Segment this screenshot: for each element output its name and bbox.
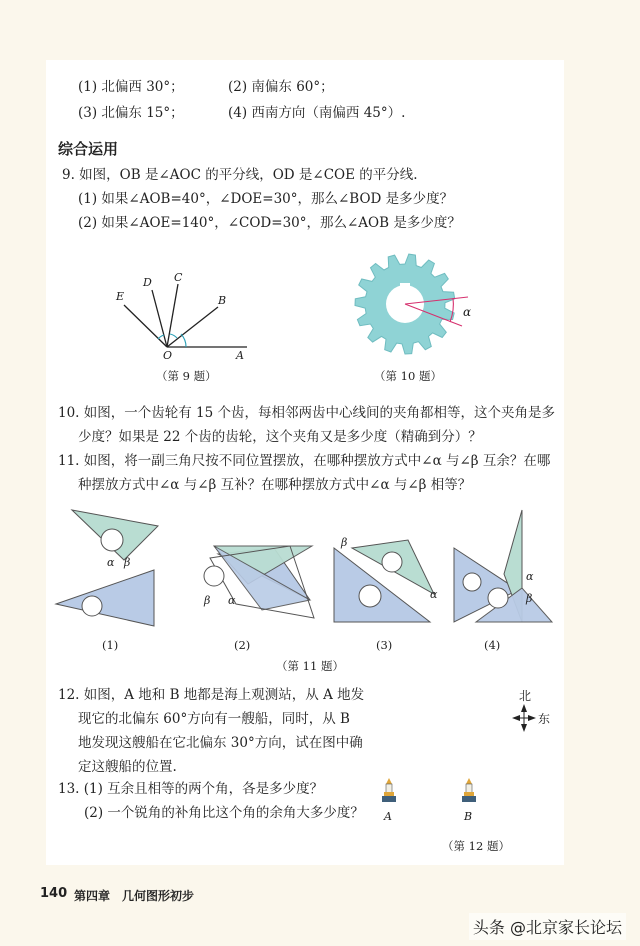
fig11-2-alpha: α	[228, 594, 236, 607]
answer-1: (1) 北偏西 30°；	[78, 79, 184, 95]
fig9-label-d: D	[143, 276, 152, 289]
fig11-3-beta: β	[341, 536, 348, 549]
q9-line2: (1) 如果∠AOB=40°，∠DOE=30°，那么∠BOD 是多少度？	[78, 191, 454, 207]
figure-11	[52, 500, 562, 660]
figure-12	[376, 774, 486, 826]
tower-a-icon	[382, 778, 396, 802]
fig9-label-b: B	[218, 294, 227, 307]
q12-line4: 定这艘船的位置.	[78, 759, 177, 775]
tower-b-icon	[462, 778, 476, 802]
q12-line2: 现它的北偏东 60°方向有一艘船，同时，从 B	[78, 711, 350, 727]
fig9-caption: （第 9 题）	[156, 369, 217, 383]
answer-4: (4) 西南方向（南偏西 45°）.	[228, 105, 406, 121]
fig11-caption: （第 11 题）	[276, 659, 344, 673]
fig9-label-e: E	[116, 290, 125, 303]
fig12-label-a: A	[384, 810, 392, 823]
fig12-caption: （第 12 题）	[442, 839, 510, 853]
fig11-sub-caption-3: (3)	[376, 638, 393, 652]
q13-line1: 13. (1) 互余且相等的两个角，各是多少度？	[58, 781, 324, 797]
section-title: 综合运用	[58, 140, 119, 158]
compass-east: 东	[538, 712, 551, 726]
fig11-3-alpha: α	[430, 588, 438, 601]
fig12-label-b: B	[464, 810, 473, 823]
fig11-sub-caption-4: (4)	[484, 638, 501, 652]
fig11-1-alpha: α	[107, 556, 115, 569]
fig11-1-beta: β	[124, 556, 131, 569]
fig11-4-beta: β	[526, 592, 533, 605]
fig11-2-beta: β	[204, 594, 211, 607]
q10-line1: 10. 如图，一个齿轮有 15 个齿，每相邻两齿中心线间的夹角都相等，这个夹角是多	[58, 405, 556, 421]
figure-10	[340, 250, 480, 360]
answer-3: (3) 北偏东 15°；	[78, 105, 184, 121]
fig9-label-o: O	[163, 349, 173, 362]
fig10-caption: （第 10 题）	[374, 369, 442, 383]
figure-9	[110, 262, 260, 362]
q9-line3: (2) 如果∠AOE=140°，∠COD=30°，那么∠AOB 是多少度？	[78, 215, 461, 231]
watermark: 头条 @北京家长论坛	[469, 913, 626, 940]
page-number: 140	[40, 886, 68, 901]
chapter-title: 第四章 几何图形初步	[74, 889, 195, 903]
q11-line2: 种摆放方式中∠α 与∠β 互补？在哪种摆放方式中∠α 与∠β 相等？	[78, 477, 472, 493]
fig9-label-a: A	[236, 349, 244, 362]
compass-icon	[506, 686, 554, 738]
q12-line1: 12. 如图，A 地和 B 地都是海上观测站，从 A 地发	[58, 687, 365, 703]
fig11-sub-caption-2: (2)	[234, 638, 251, 652]
answer-2: (2) 南偏东 60°；	[228, 79, 334, 95]
q11-line1: 11. 如图，将一副三角尺按不同位置摆放，在哪种摆放方式中∠α 与∠β 互余？在哪	[58, 453, 551, 469]
fig11-4-alpha: α	[526, 570, 534, 583]
fig11-sub-caption-1: (1)	[102, 638, 119, 652]
q10-line2: 少度？如果是 22 个齿的齿轮，这个夹角又是多少度（精确到分）？	[78, 429, 482, 445]
fig9-label-c: C	[174, 271, 183, 284]
compass-north: 北	[519, 689, 532, 703]
q13-line2: (2) 一个锐角的补角比这个角的余角大多少度？	[84, 805, 364, 821]
q9-line1: 9. 如图，OB 是∠AOC 的平分线，OD 是∠COE 的平分线.	[62, 167, 418, 183]
fig10-alpha: α	[463, 305, 472, 319]
q12-line3: 地发现这艘船在它北偏东 30°方向，试在图中确	[78, 735, 363, 751]
